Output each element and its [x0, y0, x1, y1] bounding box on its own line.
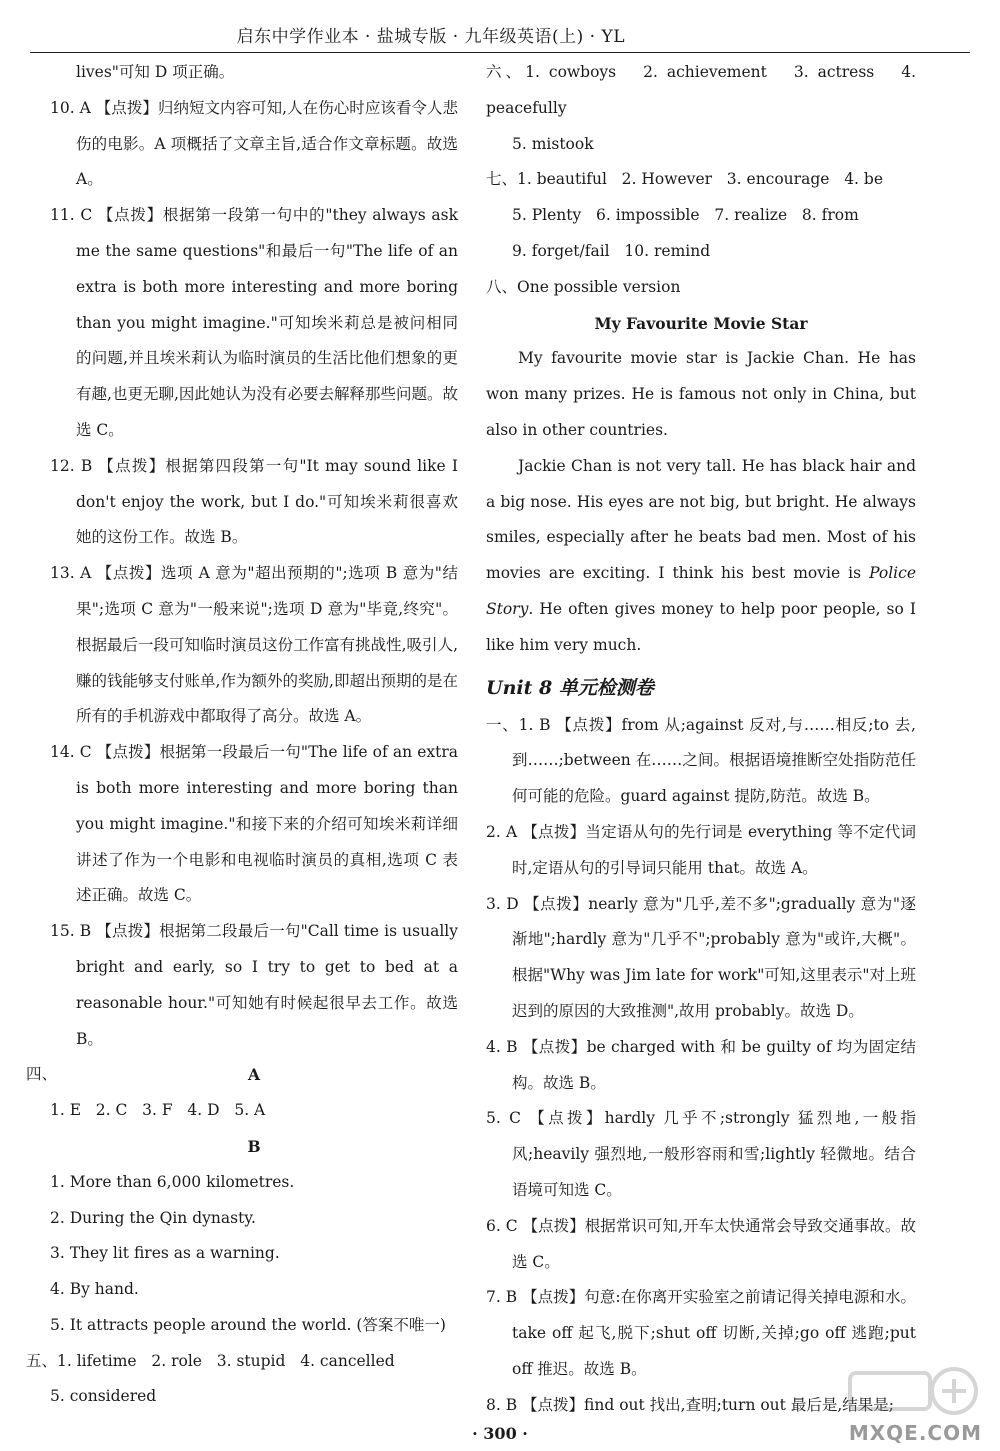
essay-paragraph-1: My favourite movie star is Jackie Chan. He has won many prizes. He is famous not only in China, but also in other countries. — [486, 349, 916, 439]
section-7-line-1: 七、1. beautiful 2. However 3. encourage 4. be — [486, 170, 884, 189]
essay-paragraph-2 — [486, 449, 916, 664]
unit-8-item-2: 2. A 【点拨】当定语从句的先行词是 everything 等不定代词时,定语从句的引导词只能用 that。故选 A。 — [486, 822, 916, 877]
watermark-text: MXQE.COM — [848, 1421, 982, 1445]
unit-8-item-4: 4. B 【点拨】be charged with 和 be guilty of 均为固定结构。故选 B。 — [486, 1037, 916, 1092]
section-4-b-answer-5: 5. It attracts people around the world. (答案不唯一) — [50, 1315, 446, 1334]
section-4-b-answer-1: 1. More than 6,000 kilometres. — [50, 1172, 295, 1191]
section-8-line-1: 八、One possible version — [486, 277, 681, 296]
unit-8-item-8: 8. B 【点拨】find out 找出,查明;turn out 最后是,结果是; — [486, 1395, 894, 1414]
header-title: 启东中学作业本 · 盐城专版 · 九年级英语(上) · YL — [236, 27, 625, 47]
answer-item-13: 13. A 【点拨】选项 A 意为"超出预期的";选项 B 意为"结果";选项 C 意为"一般来说";选项 D 意为"毕竟,终究"。根据最后一段可知临时演员这份工作富有挑战性,吸引人,赚的钱能够支付账单,作为额外的奖励,即超出预期的是在所有的手机游戏中都取得了高分。故选 A。 — [50, 564, 458, 726]
answer-continuation: lives"可知 D 项正确。 — [76, 63, 235, 81]
section-5-line-1: 五、1. lifetime 2. role 3. stupid 4. cancelled — [26, 1351, 395, 1370]
unit-8-item-5: 5. C 【点拨】hardly 几乎不;strongly 猛烈地,一般指风;heavily 强烈地,一般形容雨和雪;lightly 轻微地。结合语境可知选 C。 — [486, 1109, 916, 1199]
section-4-b-title: B — [247, 1136, 261, 1156]
section-4-b-answer-2: 2. During the Qin dynasty. — [50, 1208, 256, 1227]
section-4-b-answer-4: 4. By hand. — [50, 1280, 139, 1299]
answer-item-15: 15. B 【点拨】根据第二段最后一句"Call time is usually bright and early, so I try to get to bed at a reasonable hour."可知她有时候起很早去工作。故选 B。 — [50, 922, 463, 1048]
section-7-line-3: 9. forget/fail 10. remind — [512, 241, 711, 260]
unit-8-item-3: 3. D 【点拨】nearly 意为"几乎,差不多";gradually 意为"逐渐地";hardly 意为"几乎不";probably 意为"或许,大概"。根据"Why was Jim late for work"可知,这里表示"对上班迟到的原因的大致推测",故用 probably。故选 D。 — [486, 894, 916, 1020]
unit-8-item-6: 6. C 【点拨】根据常识可知,开车太快通常会导致交通事故。故选 C。 — [486, 1216, 916, 1271]
unit-8-item-7: 7. B 【点拨】句意:在你离开实验室之前请记得关掉电源和水。take off 起飞,脱下;shut off 切断,关掉;go off 逃跑;put off 推迟。故选 B。 — [486, 1288, 921, 1378]
section-4-a-answers: 1. E 2. C 3. F 4. D 5. A — [50, 1101, 266, 1120]
section-4 — [26, 1057, 458, 1093]
section-4-b-answer-3: 3. They lit fires as a warning. — [50, 1244, 280, 1263]
section-5-line-2: 5. considered — [50, 1387, 157, 1406]
unit-8-heading: Unit 8 单元检测卷 — [486, 676, 654, 699]
answer-item-14: 14. C 【点拨】根据第一段最后一句"The life of an extra is both more interesting and more boring than you might imagine."和接下来的介绍可知埃米莉详细讲述了作为一个电影和电视临时演员的真相,选项 C 表述正确。故选 C。 — [50, 743, 463, 905]
section-6-line-1: 六、1. cowboys 2. achievement 3. actress 4. peacefully — [486, 63, 921, 117]
answer-item-12: 12. B 【点拨】根据第四段第一句"It may sound like I don't enjoy the work, but I do."可知埃米莉很喜欢她的这份工作。故选 B。 — [50, 456, 463, 547]
right-column — [486, 55, 921, 1423]
section-6-line-2: 5. mistook — [512, 134, 594, 153]
essay-paragraph-2-a: Jackie Chan is not very tall. He has black hair and a big nose. His eyes are not big, but bright. He always smiles, especially after he beats bad men. Most of his movies are exciting. I think his best movie is — [486, 456, 916, 583]
essay-paragraph-2-b: . He often gives money to help poor people, so I like him very much. — [486, 599, 916, 654]
left-column — [26, 55, 463, 1415]
answer-item-11: 11. C 【点拨】根据第一段第一句中的"they always ask me the same questions"和最后一句"The life of an extra is both more interesting and more boring than you might imagine."可知埃米莉总是被问相同的问题,并且埃米莉认为临时演员的生活比他们想象的更有趣,也更无聊,因此她认为没有必要去解释那些问题。故选 C。 — [50, 206, 463, 439]
unit-8-item-1: 一、1. B 【点拨】from 从;against 反对,与……相反;to 去,到……;between 在……之间。根据语境推断空处指防范任何可能的危险。guard against 提防,防范。故选 B。 — [486, 715, 916, 806]
running-header — [30, 10, 970, 53]
watermark-logo — [842, 1363, 982, 1427]
section-4-a-title: A — [247, 1065, 261, 1085]
page-number: · 300 · — [472, 1424, 528, 1443]
answer-item-10: 10. A 【点拨】归纳短文内容可知,人在伤心时应该看令人悲伤的电影。A 项概括了文章主旨,适合作文章标题。故选 A。 — [50, 98, 463, 189]
movie-title-italic: Police Story — [486, 564, 916, 618]
section-7-line-2: 5. Plenty 6. impossible 7. realize 8. from — [512, 206, 859, 225]
essay-title: My Favourite Movie Star — [594, 313, 808, 333]
section-4-label: 四、 — [26, 1065, 58, 1084]
